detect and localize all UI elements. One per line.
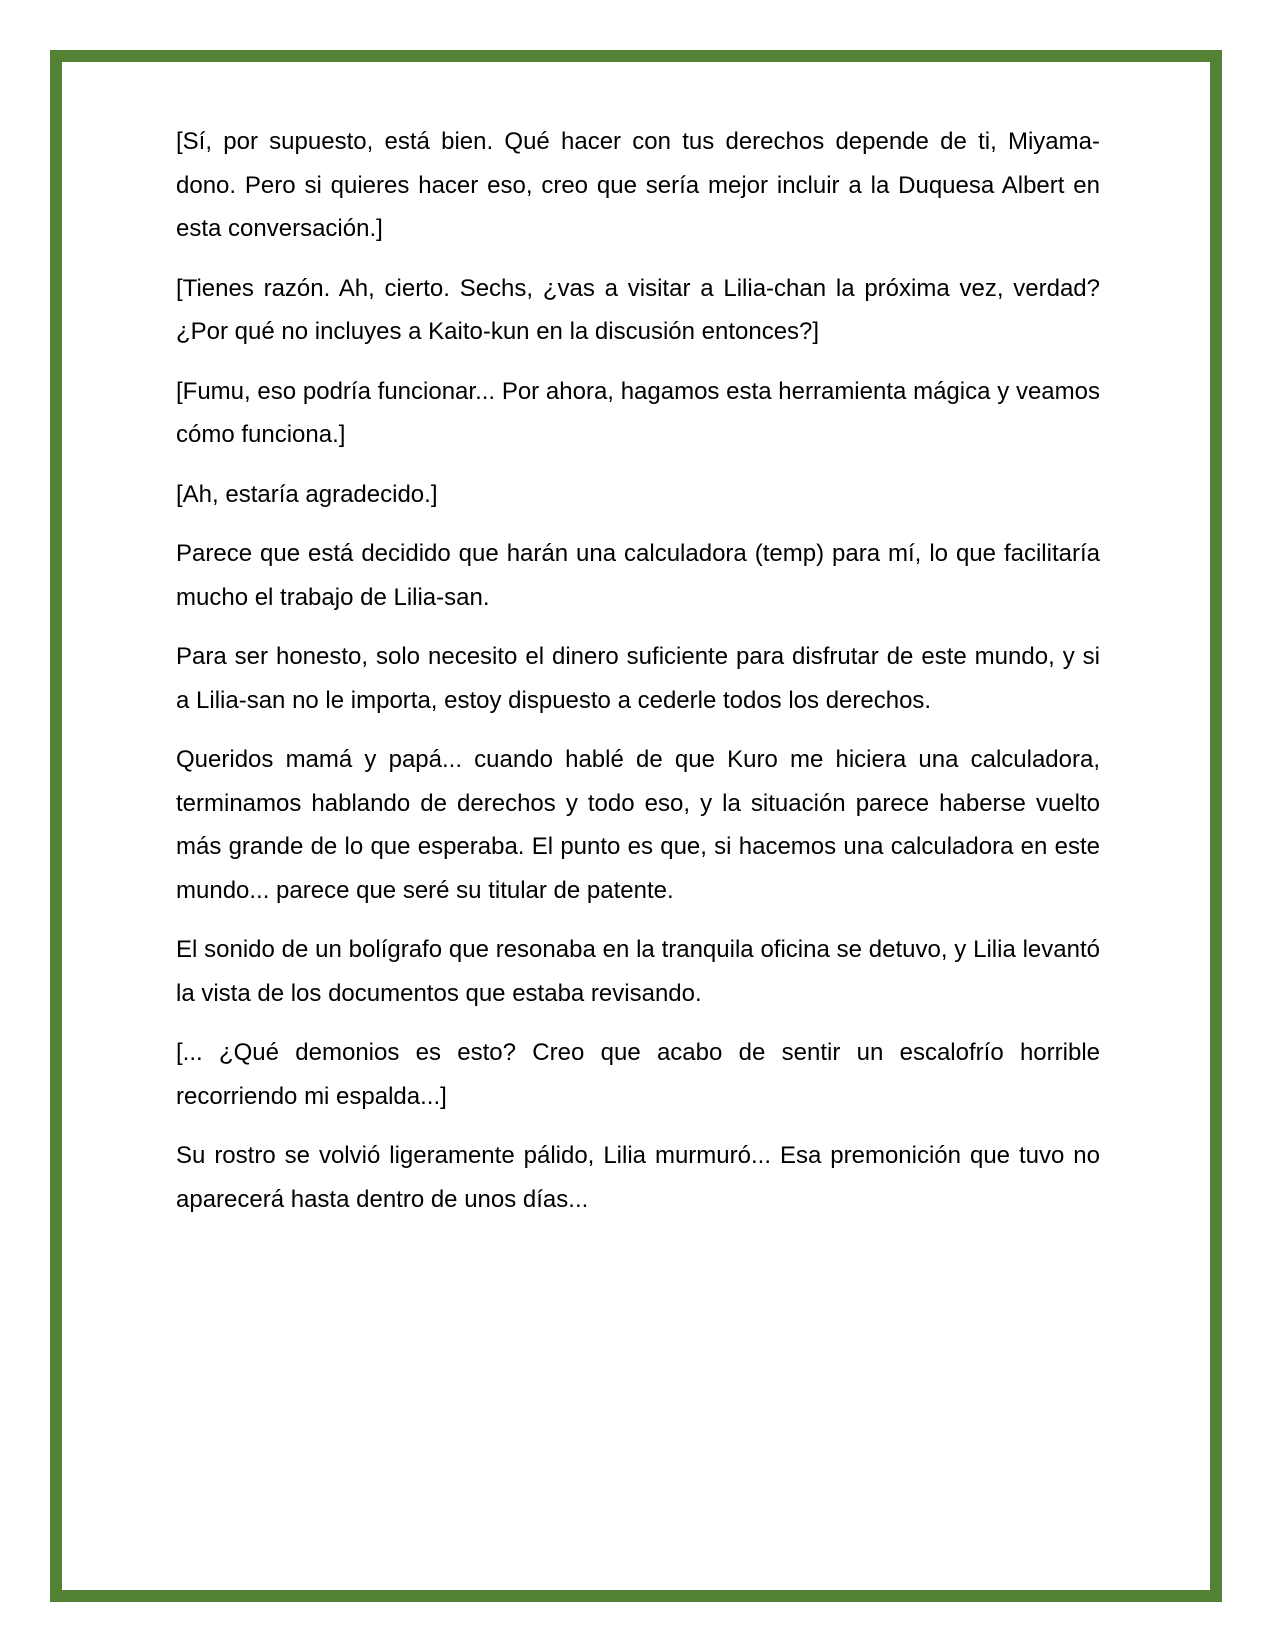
paragraph: [Fumu, eso podría funcionar... Por ahora, hagamos esta herramienta mágica y veamos cómo funciona.] (176, 377, 1100, 448)
paragraph: El sonido de un bolígrafo que resonaba en la tranquila oficina se detuvo, y Lilia levantó la vista de los documentos que estaba revisando. (176, 936, 1100, 1007)
paragraph: [Ah, estaría agradecido.] (176, 480, 438, 508)
paragraph: [Tienes razón. Ah, cierto. Sechs, ¿vas a visitar a Lilia-chan la próxima vez, verdad? ¿Por qué no incluyes a Kaito-kun en la discusión entonces?] (176, 274, 1100, 345)
paragraph: Su rostro se volvió ligeramente pálido, Lilia murmuró... Esa premonición que tuvo no aparecerá hasta dentro de unos días... (176, 1142, 1100, 1213)
paragraph: Parece que está decidido que harán una calculadora (temp) para mí, lo que facilitaría mucho el trabajo de Lilia-san. (176, 540, 1100, 611)
paragraph: Para ser honesto, solo necesito el dinero suficiente para disfrutar de este mundo, y si a Lilia-san no le importa, estoy dispuesto a cederle todos los derechos. (176, 643, 1100, 714)
paragraph: Queridos mamá y papá... cuando hablé de que Kuro me hiciera una calculadora, terminamos hablando de derechos y todo eso, y la situación parece haberse vuelto más grande de lo que esperaba. El punto es que, si hacemos una calculadora en este mundo... parece que seré su titular de patente. (176, 746, 1100, 904)
document-body (176, 120, 1100, 1237)
paragraph: [Sí, por supuesto, está bien. Qué hacer con tus derechos depende de ti, Miyama-dono. Pero si quieres hacer eso, creo que sería mejor incluir a la Duquesa Albert en esta conversación.] (176, 128, 1100, 242)
paragraph: [... ¿Qué demonios es esto? Creo que acabo de sentir un escalofrío horrible recorriendo mi espalda...] (176, 1039, 1100, 1110)
